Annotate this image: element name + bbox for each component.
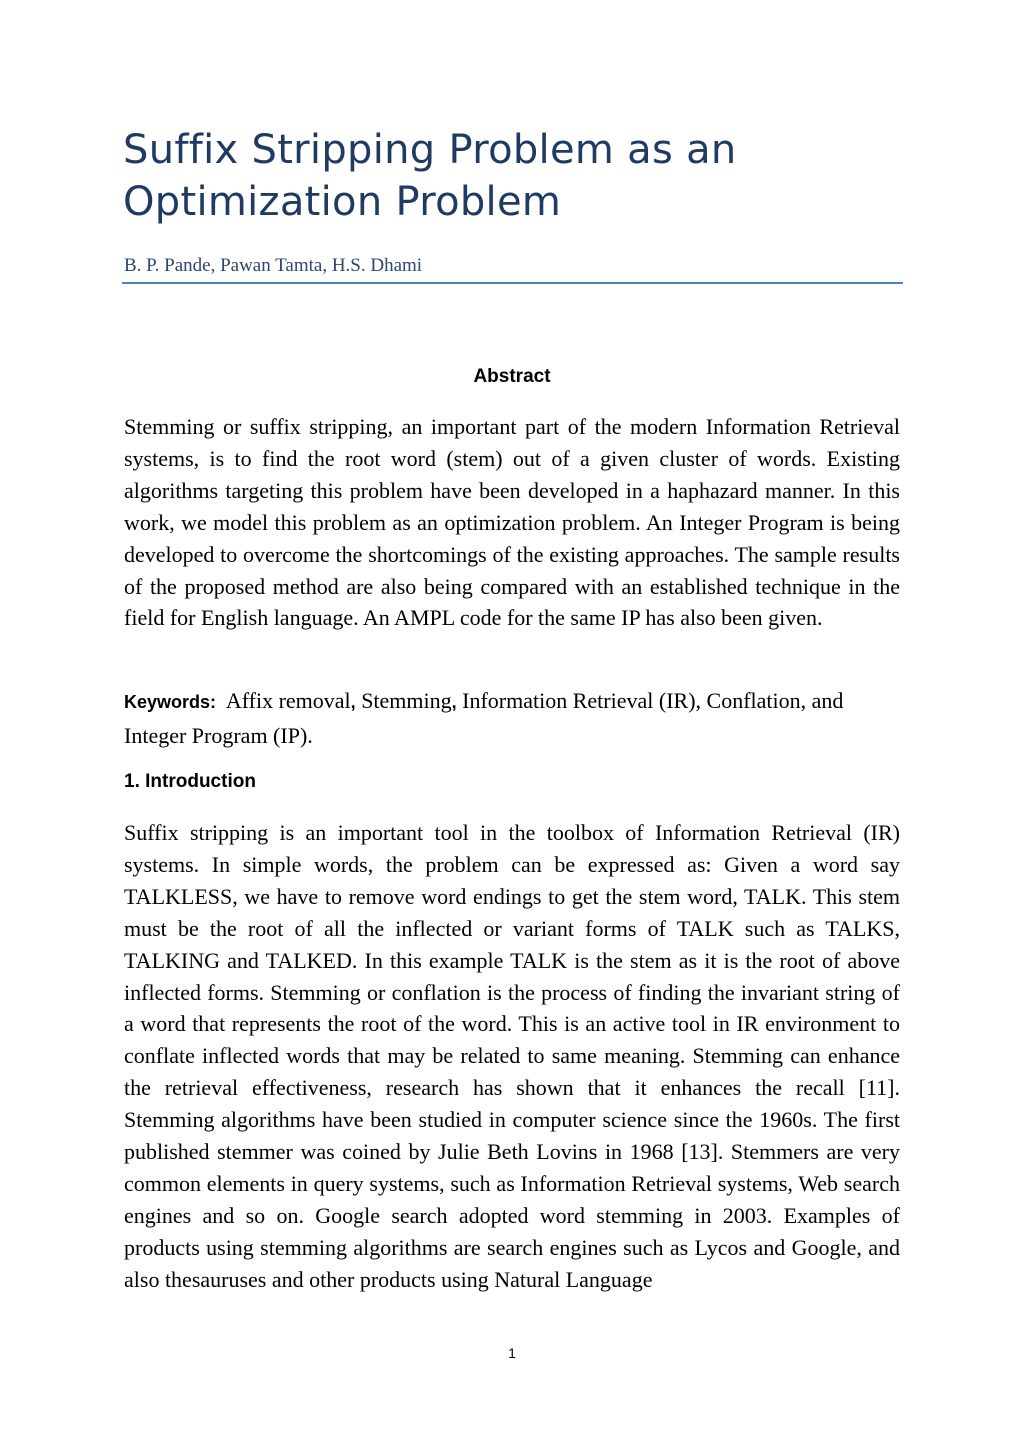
paper-authors: B. P. Pande, Pawan Tamta, H.S. Dhami — [124, 255, 423, 276]
abstract-text: Stemming or suffix stripping, an important part of the modern Information Retrieval systems, is to find the root word (stem) out of a given cluster of words. Existing algorithms targeting this problem have been developed in a haphazard manner. In this work, we model this problem as an optimization problem. An Integer Program is being developed to overcome the shortcomings of the existing approaches. The sample results of the proposed method are also being compared with an established technique in the field for English language. An AMPL code for the same IP has also been given. — [124, 414, 900, 631]
keyword-separator-1: , — [350, 692, 356, 712]
paper-title-line-1: Suffix Stripping Problem as an — [123, 127, 737, 173]
keywords-label: Keywords: — [124, 692, 217, 712]
page-number: 1 — [508, 1345, 516, 1361]
introduction-text: Suffix stripping is an important tool in the toolbox of Information Retrieval (IR) systems. In simple words, the problem can be expressed as: Given a word say TALKLESS, we have to remove word endings to get the stem word, TALK. This stem must be the root of all the inflected or variant forms of TALK such as TALKS, TALKING and TALKED. In this example TALK is the stem as it is the root of above inflected forms. Stemming or conflation is the process of finding the invariant string of a word that represents the root of the word. This is an active tool in IR environment to conflate inflected words that may be related to same meaning. Stemming can enhance the retrieval effectiveness, research has shown that it enhances the recall [11]. Stemming algorithms have been studied in computer science since the 1960s. The first published stemmer was coined by Julie Beth Lovins in 1968 [13]. Stemmers are very common elements in query systems, such as Information Retrieval systems, Web search engines and so on. Google search adopted word stemming in 2003. Examples of products using stemming algorithms are search engines such as Lycos and Google, and also thesauruses and other products using Natural Language — [124, 820, 900, 1292]
title-divider — [122, 282, 903, 284]
abstract-heading: Abstract — [473, 366, 551, 387]
keyword-stemming: Stemming — [361, 688, 452, 713]
keywords-rest: Information Retrieval (IR), Conflation, and Integer Program (IP). — [124, 688, 844, 748]
introduction-heading: 1. Introduction — [124, 771, 256, 792]
keyword-separator-2: , — [451, 692, 457, 712]
paper-title — [123, 124, 883, 228]
keyword-affix-removal: Affix removal — [225, 688, 351, 713]
paper-title-line-2: Optimization Problem — [123, 179, 562, 225]
keywords-paragraph — [124, 684, 900, 752]
